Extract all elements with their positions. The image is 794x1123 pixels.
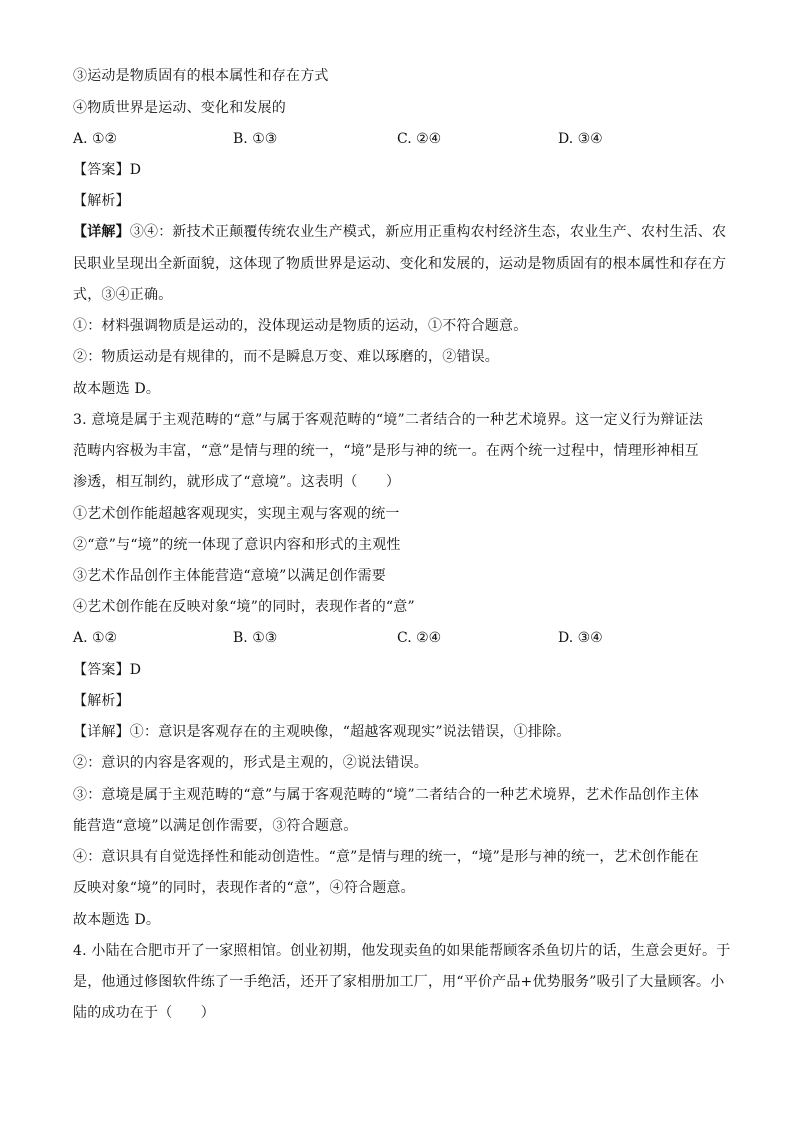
choice-c: C. ②④ — [397, 630, 442, 646]
choice-d: D. ③④ — [558, 630, 603, 646]
conclusion: 故本题选 D。 — [73, 381, 161, 397]
option-item-3: ③艺术作品创作主体能营造“意境”以满足创作需要 — [73, 568, 386, 584]
choice-d: D. ③④ — [558, 131, 603, 147]
question-3-stem: 范畴内容极为丰富，“意”是情与理的统一，“境”是形与神的统一。在两个统一过程中，情理形神相互 — [73, 443, 699, 459]
detail-line: 能营造“意境”以满足创作需要，③符合题意。 — [73, 818, 358, 834]
answer-label: 【答案】D — [73, 662, 142, 678]
choice-c: C. ②④ — [397, 131, 442, 147]
option-item-4: ④艺术创作能在反映对象“境”的同时，表现作者的“意” — [73, 599, 415, 615]
detail-line: ④：意识具有自觉选择性和能动创造性。“意”是情与理的统一，“境”是形与神的统一，艺术创作能在 — [73, 849, 699, 865]
detail-line: 【详解】①：意识是客观存在的主观映像，“超越客观现实”说法错误，①排除。 — [73, 724, 571, 740]
analysis-label: 【解析】 — [73, 693, 130, 709]
analysis-label: 【解析】 — [73, 193, 130, 209]
question-3-stem: 渗透，相互制约，就形成了“意境”。这表明（ ） — [73, 474, 401, 490]
question-4-stem: 4. 小陆在合肥市开了一家照相馆。创业初期，他发现卖鱼的如果能帮顾客杀鱼切片的话，生意会更好。于 — [73, 943, 731, 959]
answer-label: 【答案】D — [73, 162, 142, 178]
question-4-stem: 陆的成功在于（ ） — [73, 1005, 215, 1021]
question-3-stem: 3. 意境是属于主观范畴的“意”与属于客观范畴的“境”二者结合的一种艺术境界。这一定义行为辩证法 — [73, 412, 704, 428]
question-4-stem: 是，他通过修图软件练了一手绝活，还开了家相册加工厂，用“平价产品+优势服务”吸引了大量顾客。小 — [73, 974, 725, 990]
detail-line: ③：意境是属于主观范畴的“意”与属于客观范畴的“境”二者结合的一种艺术境界，艺术作品创作主体 — [73, 787, 699, 803]
detail-line: ①：材料强调物质是运动的，没体现运动是物质的运动，①不符合题意。 — [73, 318, 528, 334]
option-item-2: ②“意”与“境”的统一体现了意识内容和形式的主观性 — [73, 537, 401, 553]
detail-text: ③④：新技术正颠覆传统农业生产模式，新应用正重构农村经济生态，农业生产、农村生活、农 — [129, 224, 727, 240]
choice-a: A. ①② — [73, 630, 118, 646]
detail-line: 式，③④正确。 — [73, 287, 173, 303]
choice-b: B. ①③ — [233, 630, 278, 646]
choice-row — [73, 628, 723, 648]
detail-label: 【详解】 — [73, 224, 130, 240]
choice-row — [73, 129, 723, 149]
option-item-1: ①艺术创作能超越客观现实，实现主观与客观的统一 — [73, 506, 400, 522]
choice-b: B. ①③ — [233, 131, 278, 147]
detail-line: 民职业呈现出全新面貌，这体现了物质世界是运动、变化和发展的，运动是物质固有的根本属性和存在方 — [73, 256, 727, 272]
detail-line — [73, 222, 726, 242]
choice-a: A. ①② — [73, 131, 118, 147]
detail-line: ②：物质运动是有规律的，而不是瞬息万变、难以琢磨的，②错误。 — [73, 349, 499, 365]
option-item-3: ③运动是物质固有的根本属性和存在方式 — [73, 68, 329, 84]
option-item-4: ④物质世界是运动、变化和发展的 — [73, 100, 286, 116]
detail-line: ②：意识的内容是客观的，形式是主观的，②说法错误。 — [73, 755, 428, 771]
detail-line: 反映对象“境”的同时，表现作者的“意”，④符合题意。 — [73, 880, 415, 896]
conclusion: 故本题选 D。 — [73, 912, 161, 928]
